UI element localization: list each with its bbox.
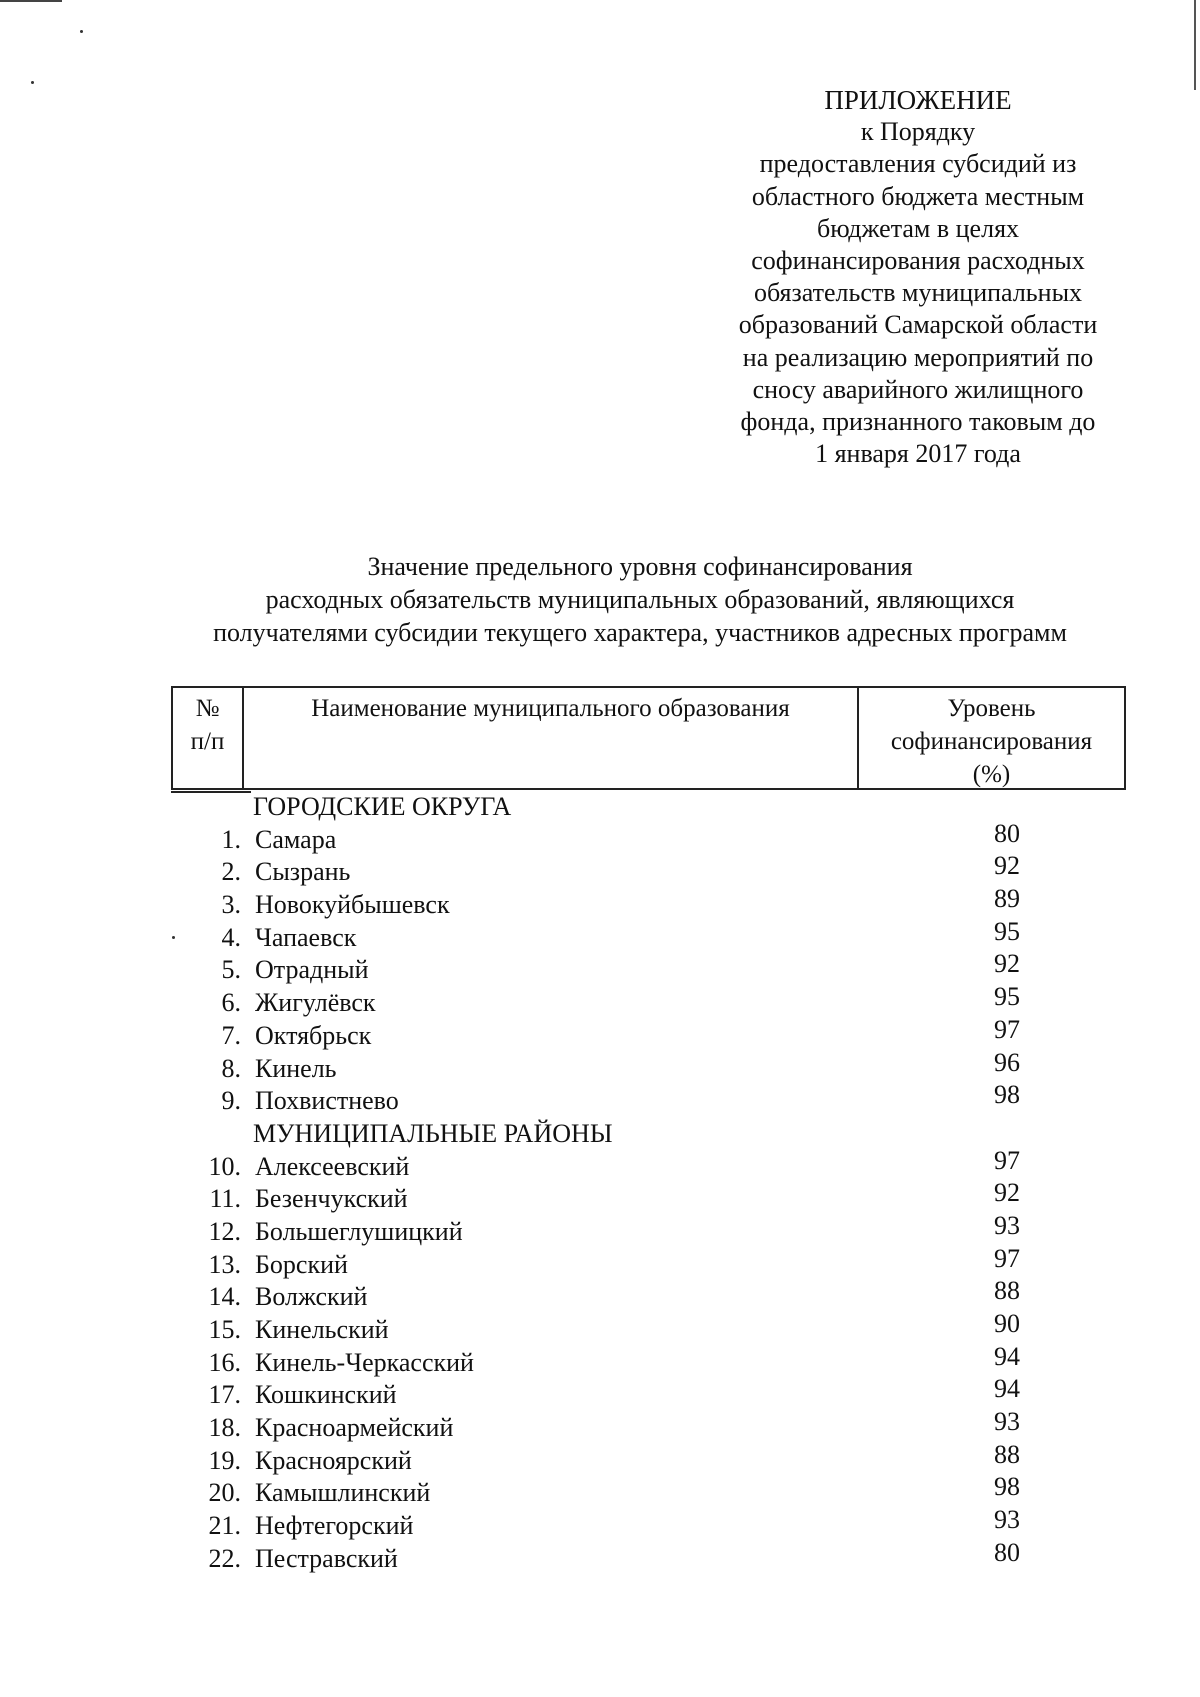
cofinancing-level: 90 — [994, 1309, 1020, 1338]
row-number: 3. — [221, 890, 241, 920]
cofinancing-level: 80 — [994, 818, 1020, 848]
municipality-name: Кошкинский — [255, 1380, 397, 1410]
row-number: 21. — [208, 1511, 241, 1541]
header-name — [244, 688, 859, 788]
document-title-line: расходных обязательств муниципальных образований, являющихся — [265, 585, 1015, 614]
table-body — [171, 791, 1126, 1576]
row-number: 8. — [221, 1053, 241, 1083]
appendix-block — [708, 84, 1128, 470]
header-level-line: (%) — [972, 761, 1011, 788]
cofinancing-level: 97 — [994, 1014, 1020, 1044]
cofinancing-level: 98 — [994, 1472, 1020, 1502]
appendix-line: фонда, признанного таковым до — [740, 407, 1096, 437]
cofinancing-level: 92 — [994, 851, 1020, 881]
row-number: 14. — [208, 1282, 241, 1312]
appendix-line: областного бюджета местным — [751, 181, 1085, 211]
cofinancing-level: 95 — [994, 982, 1020, 1012]
cofinancing-level: 92 — [994, 949, 1020, 979]
cofinancing-level: 94 — [994, 1374, 1020, 1404]
appendix-line: бюджетам в целях — [816, 213, 1020, 243]
municipality-name: Безенчукский — [255, 1184, 408, 1214]
cofinancing-level: 92 — [994, 1178, 1020, 1208]
cofinancing-level: 89 — [994, 884, 1020, 914]
cofinancing-level: 88 — [994, 1439, 1020, 1469]
section-title: МУНИЦИПАЛЬНЫЕ РАЙОНЫ — [253, 1118, 613, 1148]
municipality-name: Камышлинский — [255, 1478, 431, 1508]
municipality-name: Самара — [255, 824, 337, 854]
appendix-line: обязательств муниципальных — [753, 278, 1083, 308]
appendix-title: ПРИЛОЖЕНИЕ — [824, 85, 1012, 115]
appendix-line: на реализацию мероприятий по — [742, 342, 1094, 372]
municipality-name: Октябрьск — [255, 1020, 372, 1050]
scan-edge-right — [1194, 0, 1196, 90]
municipality-name: Кинель — [255, 1053, 337, 1083]
scan-edge-top — [0, 0, 62, 2]
appendix-line: к Порядку — [860, 117, 976, 147]
row-number: 13. — [208, 1249, 241, 1279]
cofinancing-level: 93 — [994, 1210, 1020, 1240]
header-level — [859, 688, 1124, 788]
scan-speck — [80, 30, 83, 33]
cofinancing-level: 97 — [994, 1243, 1020, 1273]
cofinancing-level: 95 — [994, 916, 1020, 946]
row-number: 11. — [209, 1184, 241, 1214]
document-title-line: Значение предельного уровня софинансирования — [367, 552, 913, 581]
row-number: 5. — [221, 955, 241, 985]
table-row — [171, 1080, 1126, 1118]
cofinancing-level: 96 — [994, 1047, 1020, 1077]
municipality-name: Красноярский — [255, 1445, 412, 1475]
cofinancing-level: 98 — [994, 1080, 1020, 1110]
header-number-line: п/п — [190, 728, 225, 755]
scan-speck — [31, 81, 34, 84]
municipality-name: Отрадный — [255, 955, 369, 985]
row-number: 10. — [208, 1151, 241, 1181]
municipality-name: Красноармейский — [255, 1413, 454, 1443]
table-header — [171, 686, 1126, 790]
municipality-name: Алексеевский — [255, 1151, 410, 1181]
cofinancing-level: 80 — [994, 1537, 1020, 1567]
document-title — [160, 550, 1120, 649]
row-number: 7. — [221, 1020, 241, 1050]
municipality-name: Волжский — [255, 1282, 368, 1312]
cofinancing-level: 88 — [994, 1276, 1020, 1306]
appendix-line: образований Самарской области — [738, 310, 1098, 340]
header-name-text: Наименование муниципального образования — [311, 695, 790, 722]
row-number: 9. — [221, 1086, 241, 1116]
municipality-name: Кинельский — [255, 1315, 389, 1344]
header-level-line: Уровень — [947, 695, 1036, 722]
row-number: 1. — [221, 824, 241, 854]
header-level-line: софинансирования — [890, 728, 1093, 755]
municipality-name: Чапаевск — [255, 922, 357, 952]
table-row — [171, 1537, 1126, 1576]
appendix-line: сносу аварийного жилищного — [752, 374, 1084, 404]
row-number: 15. — [208, 1315, 241, 1344]
row-number: 22. — [208, 1543, 241, 1573]
municipality-name: Кинель-Черкасский — [255, 1347, 474, 1377]
municipality-name: Похвистнево — [255, 1086, 399, 1116]
row-number: 6. — [221, 988, 241, 1018]
municipality-name: Новокуйбышевск — [255, 890, 450, 920]
row-number: 4. — [221, 922, 241, 952]
row-number: 12. — [208, 1216, 241, 1246]
row-number: 19. — [208, 1445, 241, 1475]
row-number: 16. — [208, 1347, 241, 1377]
header-number-line: № — [195, 695, 220, 722]
row-number: 18. — [208, 1413, 241, 1443]
municipality-name: Пестравский — [255, 1543, 398, 1573]
municipality-name: Жигулёвск — [255, 988, 376, 1018]
document-title-line: получателями субсидии текущего характера, участников адресных программ — [213, 618, 1067, 647]
municipality-name: Борский — [255, 1249, 348, 1279]
cofinancing-level: 94 — [994, 1341, 1020, 1371]
row-number: 2. — [221, 857, 241, 887]
row-number: 17. — [208, 1380, 241, 1410]
municipality-name: Сызрань — [255, 857, 351, 887]
municipality-name: Нефтегорский — [255, 1511, 414, 1541]
header-number — [173, 688, 244, 788]
row-number: 20. — [208, 1478, 241, 1508]
appendix-line: предоставления субсидий из — [759, 149, 1077, 179]
appendix-line: 1 января 2017 года — [815, 439, 1021, 469]
municipality-name: Большеглушицкий — [255, 1216, 463, 1246]
cofinancing-level: 97 — [994, 1145, 1020, 1175]
cofinancing-level: 93 — [994, 1505, 1020, 1535]
section-title: ГОРОДСКИЕ ОКРУГА — [253, 792, 512, 821]
cofinancing-level: 93 — [994, 1407, 1020, 1437]
appendix-line: софинансирования расходных — [751, 246, 1085, 276]
